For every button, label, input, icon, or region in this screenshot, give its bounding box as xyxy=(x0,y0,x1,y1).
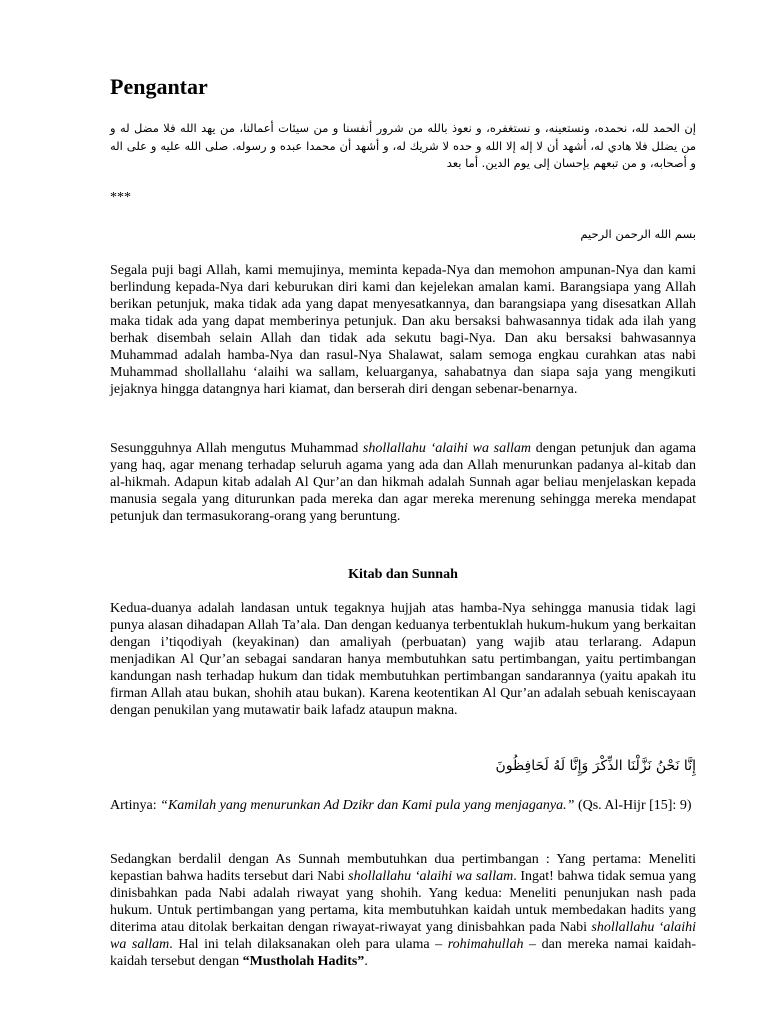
page-title: Pengantar xyxy=(110,74,208,99)
section-heading: Kitab dan Sunnah xyxy=(348,567,458,582)
basmalah: بسم الله الرحمن الرحيم xyxy=(580,227,696,241)
translation: Artinya: “Kamilah yang menurunkan Ad Dzikr dan Kami pula yang menjaganya.” (Qs. Al-Hijr [15]: 9) xyxy=(110,798,692,813)
paragraph-2: Sesungguhnya Allah mengutus Muhammad shollallahu ‘alaihi wa sallam dengan petunjuk dan agama yang haq, agar menang terhadap seluruh agama yang ada dan Allah menurunkan padanya al-kitab dan al-hikmah. Adapun kitab adalah Al Qur’an dan hikmah adalah Sunnah agar beliau menjelaskan kepada manusia segala yang diturunkan pada mereka dan agar mereka merenung sehingga mereka mendapat petunjuk dan termasukorang-orang yang beruntung. xyxy=(110,441,697,524)
paragraph-4: Sedangkan berdalil dengan As Sunnah membutuhkan dua pertimbangan : Yang pertama: Meneliti kepastian bahwa hadits tersebut dari Nabi shollallahu ‘alaihi wa sallam. Ingat! bahwa tidak semua yang dinisbahkan pada Nabi adalah riwayat yang shohih. Yang kedua: Meneliti penunjukan nash pada hukum. Untuk pertimbangan yang pertama, kita membutuhkan kaidah untuk membedakan hadits yang diterima atau ditolak berkaitan dengan riwayat-riwayat yang dinisbahkan pada Nabi shollallahu ‘alaihi wa sallam. Hal ini telah dilaksanakan oleh para ulama – rohimahullah – dan mereka namai kaidah-kaidah tersebut dengan “Mustholah Hadits”. xyxy=(110,852,697,969)
paragraph-1: Segala puji bagi Allah, kami memujinya, meminta kepada-Nya dan memohon ampunan-Nya dan kami berlindung kepada-Nya dari keburukan diri kami dan kejelekan amalan kami. Barangsiapa yang Allah berikan petunjuk, maka tidak ada yang dapat menyesatkannya, dan barangsiapa yang disesatkan Allah maka tidak ada yang dapat memberinya petunjuk. Dan aku bersaksi bahwasannya tidak ada ilah yang berhak disembah selain Allah dan tidak ada sekutu bagi-Nya. Dan aku bersaksi bahwasannya Muhammad adalah hamba-Nya dan rasul-Nya Shalawat, salam semoga engkau curahkan atas nabi Muhammad shollallahu ‘alaihi wa sallam, keluarganya, sahabatnya dan siapa saja yang mengikuti jejaknya hingga datangnya hari kiamat, dan berserah diri dengan sebenar-benarnya. xyxy=(110,263,696,397)
arabic-opening: إن الحمد لله، نحمده، ونستعينه، و نستغفره، و نعوذ بالله من شرور أنفسنا و من سيئات أعمالنا، من يهد الله فلا مضل له و من يضلل فلا هادي له، أشهد أن لا إله إلا الله و حده لا شريك له، و أشهد أن محمدا عبده و رسوله. صلى الله عليه و على اله و أصحابه، و من تبعهم بإحسان إلى يوم الدين. أما بعد xyxy=(110,121,696,170)
quran-verse: إِنَّا نَحْنُ نَزَّلْنَا الذِّكْرَ وَإِنَّا لَهُ لَحَافِظُونَ xyxy=(495,758,696,774)
separator: *** xyxy=(110,190,131,205)
paragraph-3: Kedua-duanya adalah landasan untuk tegaknya hujjah atas hamba-Nya sehingga manusia tidak lagi punya alasan dihadapan Allah Ta’ala. Dan dengan keduanya terbentuklah hukum-hukum yang berkaitan dengan i’tiqodiyah (keyakinan) dan amaliyah (perbuatan) yang wajib atau terlarang. Adapun menjadikan Al Qur’an sebagai sandaran hanya membutuhkan satu pertimbangan, yaitu pertimbangan kandungan nash terhadap hukum dan tidak membutuhkan pertimbangan sandarannya (yaitu apakah itu firman Allah atau bukan, shohih atau bukan). Karena keotentikan Al Qur’an adalah sebuah keniscayaan dengan penukilan yang mutawatir baik lafadz ataupun makna. xyxy=(110,601,696,718)
